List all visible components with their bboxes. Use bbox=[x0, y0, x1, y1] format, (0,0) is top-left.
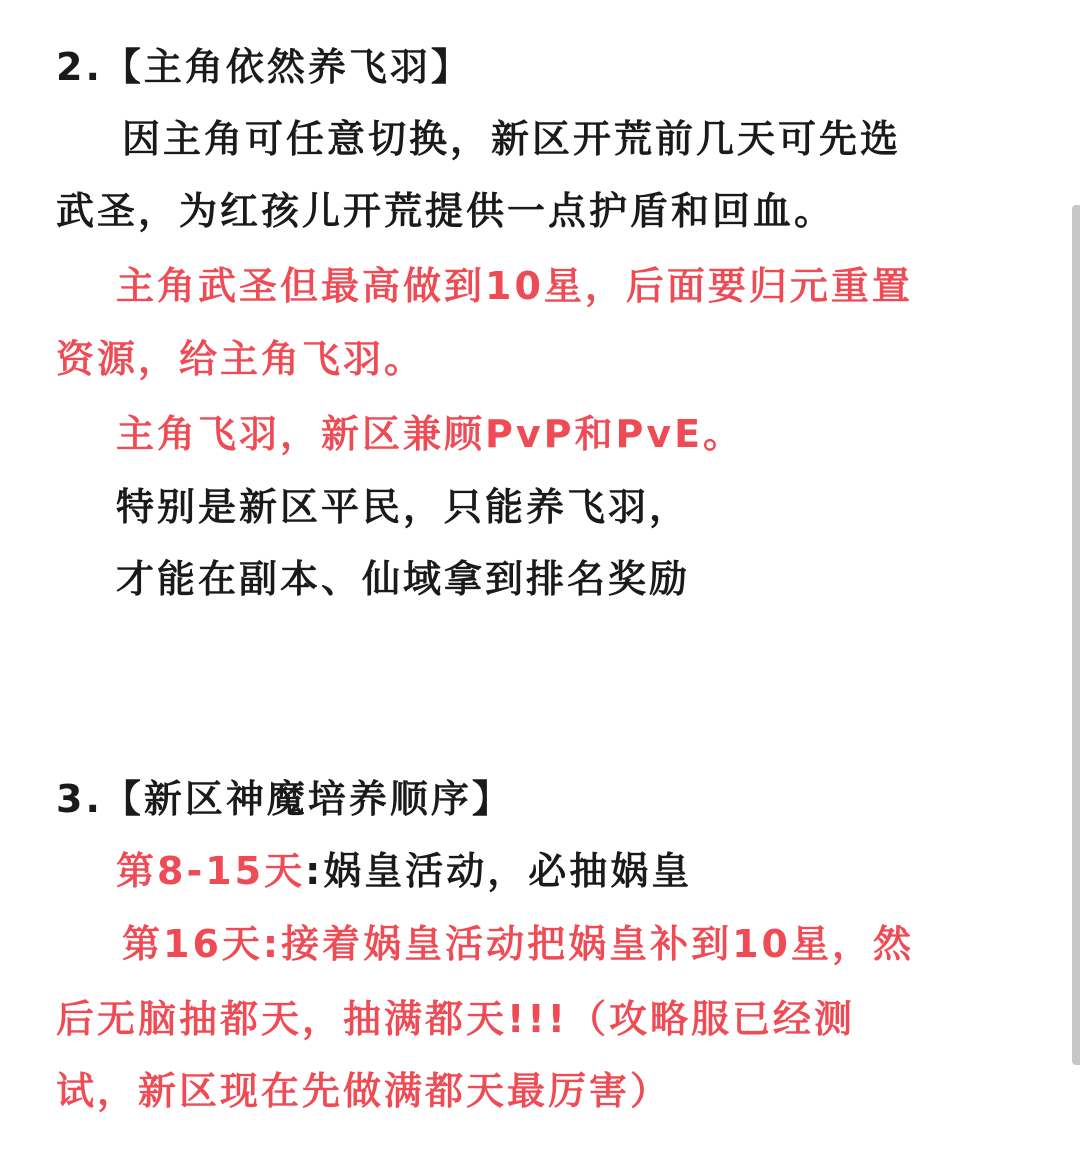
section-3-item-2-line-3: 试，新区现在先做满都天最厉害） bbox=[56, 1069, 672, 1113]
section-2-paragraph-4: 特别是新区平民，只能养飞羽， bbox=[116, 485, 691, 529]
section-2-paragraph-2-line-1: 主角武圣但最高做到10星，后面要归元重置 bbox=[116, 264, 913, 308]
section-3-item-1-days: 第8-15天 bbox=[116, 849, 306, 893]
section-2-paragraph-5: 才能在副本、仙域拿到排名奖励 bbox=[116, 557, 691, 601]
section-2-paragraph-3: 主角飞羽，新区兼顾PvP和PvE。 bbox=[116, 412, 745, 456]
section-2-paragraph-1-line-2: 武圣，为红孩儿开荒提供一点护盾和回血。 bbox=[56, 189, 836, 233]
section-2-paragraph-2-line-2: 资源，给主角飞羽。 bbox=[56, 337, 426, 381]
section-3-item-1-text: :娲皇活动，必抽娲皇 bbox=[305, 849, 693, 893]
section-3-item-2-line-2: 后无脑抽都天，抽满都天!!!（攻略服已经测 bbox=[56, 997, 855, 1041]
section-3-heading: 3.【新区神魔培养顺序】 bbox=[56, 777, 513, 821]
section-3-item-2-line-1: 第16天:接着娲皇活动把娲皇补到10星，然 bbox=[122, 922, 914, 966]
section-2-paragraph-1-line-1: 因主角可任意切换，新区开荒前几天可先选 bbox=[122, 117, 902, 161]
section-2-heading: 2.【主角依然养飞羽】 bbox=[56, 45, 472, 89]
scrollbar[interactable] bbox=[1072, 205, 1080, 1065]
section-3-item-1 bbox=[116, 847, 692, 895]
